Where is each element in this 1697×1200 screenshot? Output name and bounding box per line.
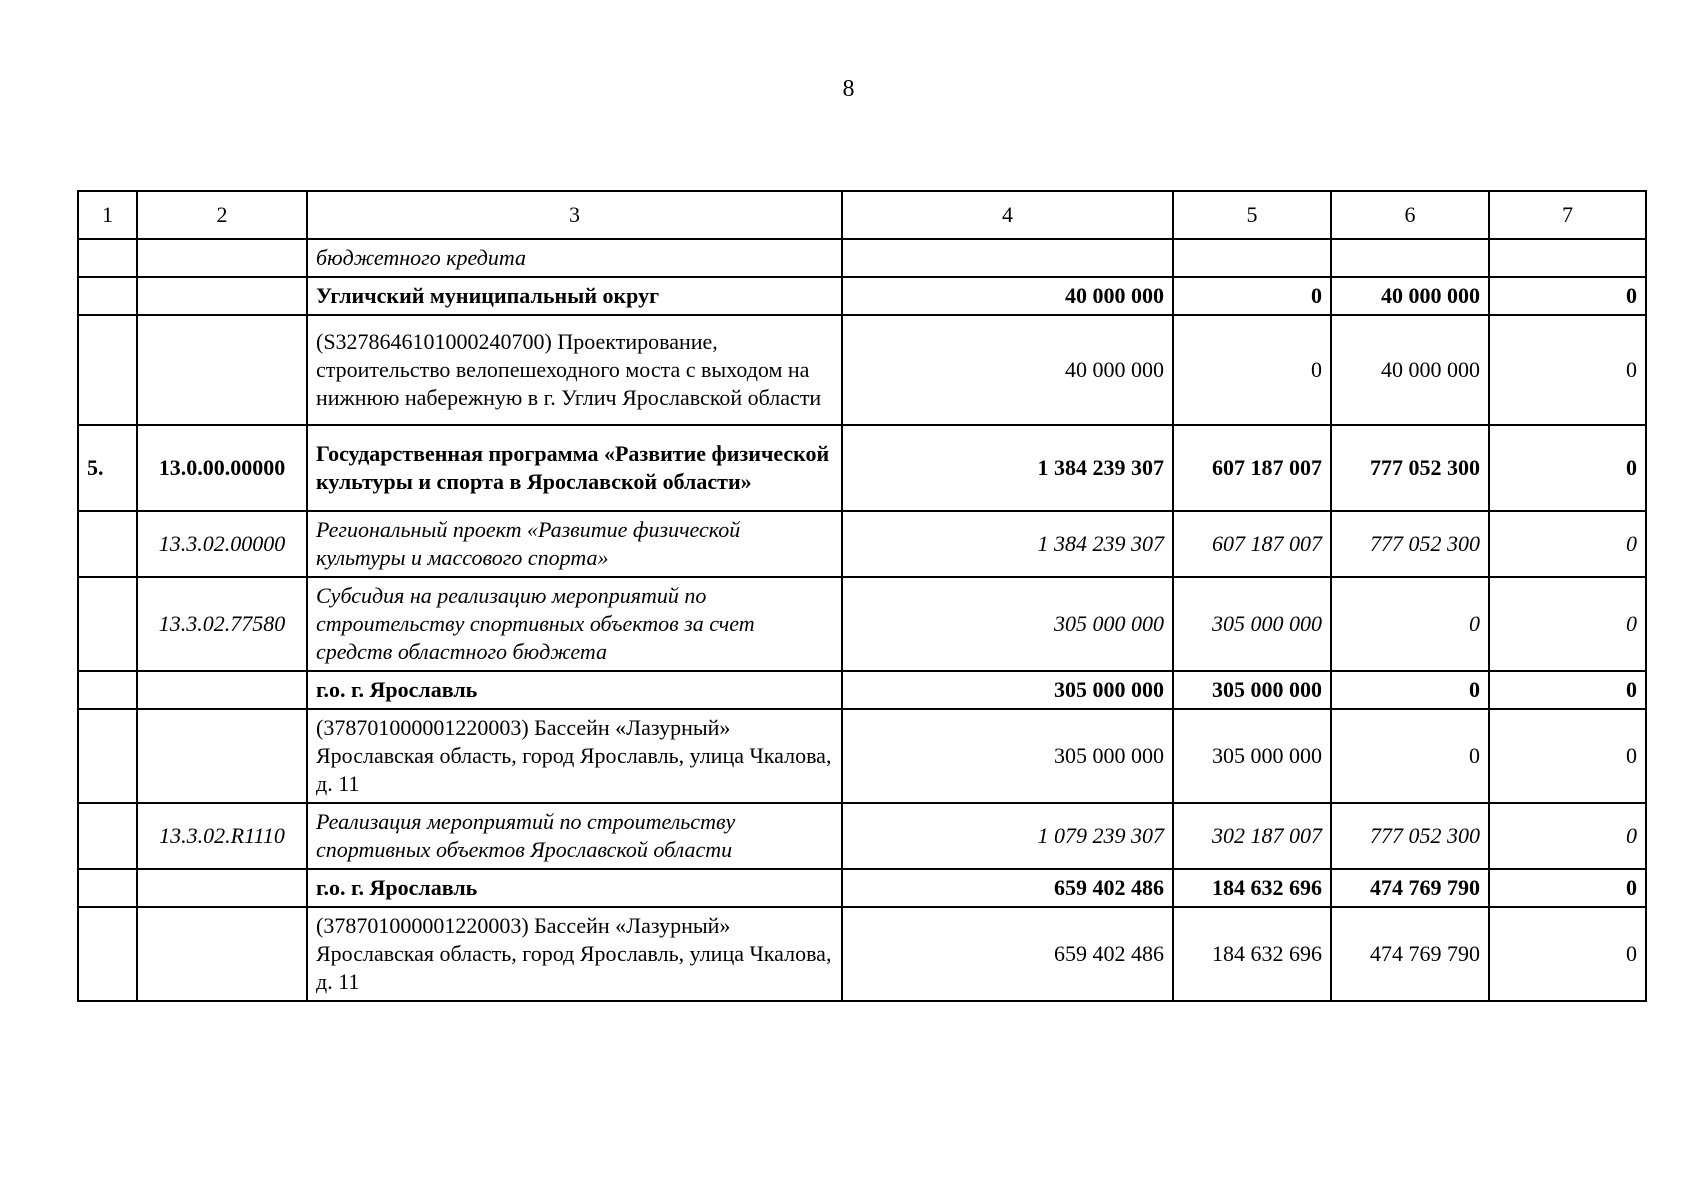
amount-col7-cell: 0	[1489, 315, 1646, 425]
amount-total-cell: 659 402 486	[842, 869, 1173, 907]
item-name-cell: Государственная программа «Развитие физической культуры и спорта в Ярославской области»	[307, 425, 842, 511]
amount-col6-cell: 474 769 790	[1331, 907, 1489, 1001]
table-row	[78, 577, 1646, 671]
amount-total-cell: 659 402 486	[842, 907, 1173, 1001]
row-index-cell	[78, 907, 137, 1001]
column-number-row	[78, 191, 1646, 239]
page-number: 8	[842, 76, 855, 102]
row-index-cell	[78, 277, 137, 315]
budget-code-cell	[137, 315, 307, 425]
row-index-cell	[78, 315, 137, 425]
item-name-cell: Региональный проект «Развитие физической культуры и массового спорта»	[307, 511, 842, 577]
item-name-cell: (378701000001220003) Бассейн «Лазурный» Ярославская область, город Ярославль, улица Чкалова, д. 11	[307, 907, 842, 1001]
column-header: 6	[1331, 191, 1489, 239]
column-header: 3	[307, 191, 842, 239]
amount-col7-cell: 0	[1489, 671, 1646, 709]
amount-col7-cell: 0	[1489, 511, 1646, 577]
amount-col5-cell: 305 000 000	[1173, 709, 1331, 803]
amount-col6-cell: 40 000 000	[1331, 315, 1489, 425]
item-name-cell: Субсидия на реализацию мероприятий по строительству спортивных объектов за счет средств областного бюджета	[307, 577, 842, 671]
row-index-cell	[78, 239, 137, 277]
budget-code-cell	[137, 277, 307, 315]
item-name-cell: Угличский муниципальный округ	[307, 277, 842, 315]
table-row	[78, 709, 1646, 803]
budget-code-cell: 13.0.00.00000	[137, 425, 307, 511]
table-row	[78, 869, 1646, 907]
amount-total-cell: 40 000 000	[842, 315, 1173, 425]
row-index-cell	[78, 577, 137, 671]
budget-table	[77, 190, 1647, 1002]
budget-code-cell	[137, 907, 307, 1001]
budget-code-cell	[137, 239, 307, 277]
amount-col6-cell: 777 052 300	[1331, 511, 1489, 577]
amount-col6-cell: 0	[1331, 709, 1489, 803]
amount-col6-cell: 474 769 790	[1331, 869, 1489, 907]
table-body	[78, 239, 1646, 1001]
column-header: 1	[78, 191, 137, 239]
amount-col7-cell: 0	[1489, 869, 1646, 907]
table-row	[78, 511, 1646, 577]
amount-total-cell: 1 384 239 307	[842, 425, 1173, 511]
amount-col7-cell: 0	[1489, 577, 1646, 671]
amount-col6-cell: 0	[1331, 577, 1489, 671]
item-name-cell: г.о. г. Ярославль	[307, 869, 842, 907]
table-row	[78, 671, 1646, 709]
amount-col5-cell: 0	[1173, 277, 1331, 315]
amount-col5-cell: 184 632 696	[1173, 869, 1331, 907]
column-header: 2	[137, 191, 307, 239]
amount-total-cell: 1 384 239 307	[842, 511, 1173, 577]
column-header: 7	[1489, 191, 1646, 239]
amount-total-cell	[842, 239, 1173, 277]
table-row	[78, 907, 1646, 1001]
budget-code-cell: 13.3.02.00000	[137, 511, 307, 577]
amount-col6-cell: 40 000 000	[1331, 277, 1489, 315]
amount-col5-cell: 305 000 000	[1173, 577, 1331, 671]
column-header: 4	[842, 191, 1173, 239]
column-header: 5	[1173, 191, 1331, 239]
item-name-cell: Реализация мероприятий по строительству спортивных объектов Ярославской области	[307, 803, 842, 869]
budget-code-cell	[137, 709, 307, 803]
item-name-cell: бюджетного кредита	[307, 239, 842, 277]
table-row	[78, 277, 1646, 315]
amount-col7-cell: 0	[1489, 277, 1646, 315]
item-name-cell: г.о. г. Ярославль	[307, 671, 842, 709]
amount-col7-cell: 0	[1489, 425, 1646, 511]
row-index-cell	[78, 511, 137, 577]
table-row	[78, 803, 1646, 869]
amount-total-cell: 305 000 000	[842, 671, 1173, 709]
row-index-cell	[78, 709, 137, 803]
amount-col6-cell: 777 052 300	[1331, 803, 1489, 869]
budget-code-cell	[137, 869, 307, 907]
amount-col6-cell: 777 052 300	[1331, 425, 1489, 511]
budget-code-cell	[137, 671, 307, 709]
amount-col7-cell: 0	[1489, 803, 1646, 869]
amount-col7-cell: 0	[1489, 709, 1646, 803]
amount-col5-cell: 184 632 696	[1173, 907, 1331, 1001]
amount-total-cell: 1 079 239 307	[842, 803, 1173, 869]
amount-total-cell: 305 000 000	[842, 577, 1173, 671]
amount-total-cell: 40 000 000	[842, 277, 1173, 315]
table-row	[78, 425, 1646, 511]
row-index-cell	[78, 803, 137, 869]
amount-col5-cell	[1173, 239, 1331, 277]
row-index-cell	[78, 869, 137, 907]
amount-col5-cell: 305 000 000	[1173, 671, 1331, 709]
amount-col7-cell: 0	[1489, 907, 1646, 1001]
table-row	[78, 315, 1646, 425]
table-row	[78, 239, 1646, 277]
amount-col5-cell: 302 187 007	[1173, 803, 1331, 869]
row-index-cell	[78, 671, 137, 709]
amount-col5-cell: 0	[1173, 315, 1331, 425]
row-index-cell: 5.	[78, 425, 137, 511]
amount-col5-cell: 607 187 007	[1173, 511, 1331, 577]
budget-code-cell: 13.3.02.77580	[137, 577, 307, 671]
amount-col7-cell	[1489, 239, 1646, 277]
item-name-cell: (S3278646101000240700) Проектирование, строительство велопешеходного моста с выходом на нижнюю набережную в г. Углич Ярославской области	[307, 315, 842, 425]
amount-col6-cell: 0	[1331, 671, 1489, 709]
item-name-cell: (378701000001220003) Бассейн «Лазурный» Ярославская область, город Ярославль, улица Чкалова, д. 11	[307, 709, 842, 803]
budget-code-cell: 13.3.02.R1110	[137, 803, 307, 869]
amount-col5-cell: 607 187 007	[1173, 425, 1331, 511]
amount-col6-cell	[1331, 239, 1489, 277]
amount-total-cell: 305 000 000	[842, 709, 1173, 803]
